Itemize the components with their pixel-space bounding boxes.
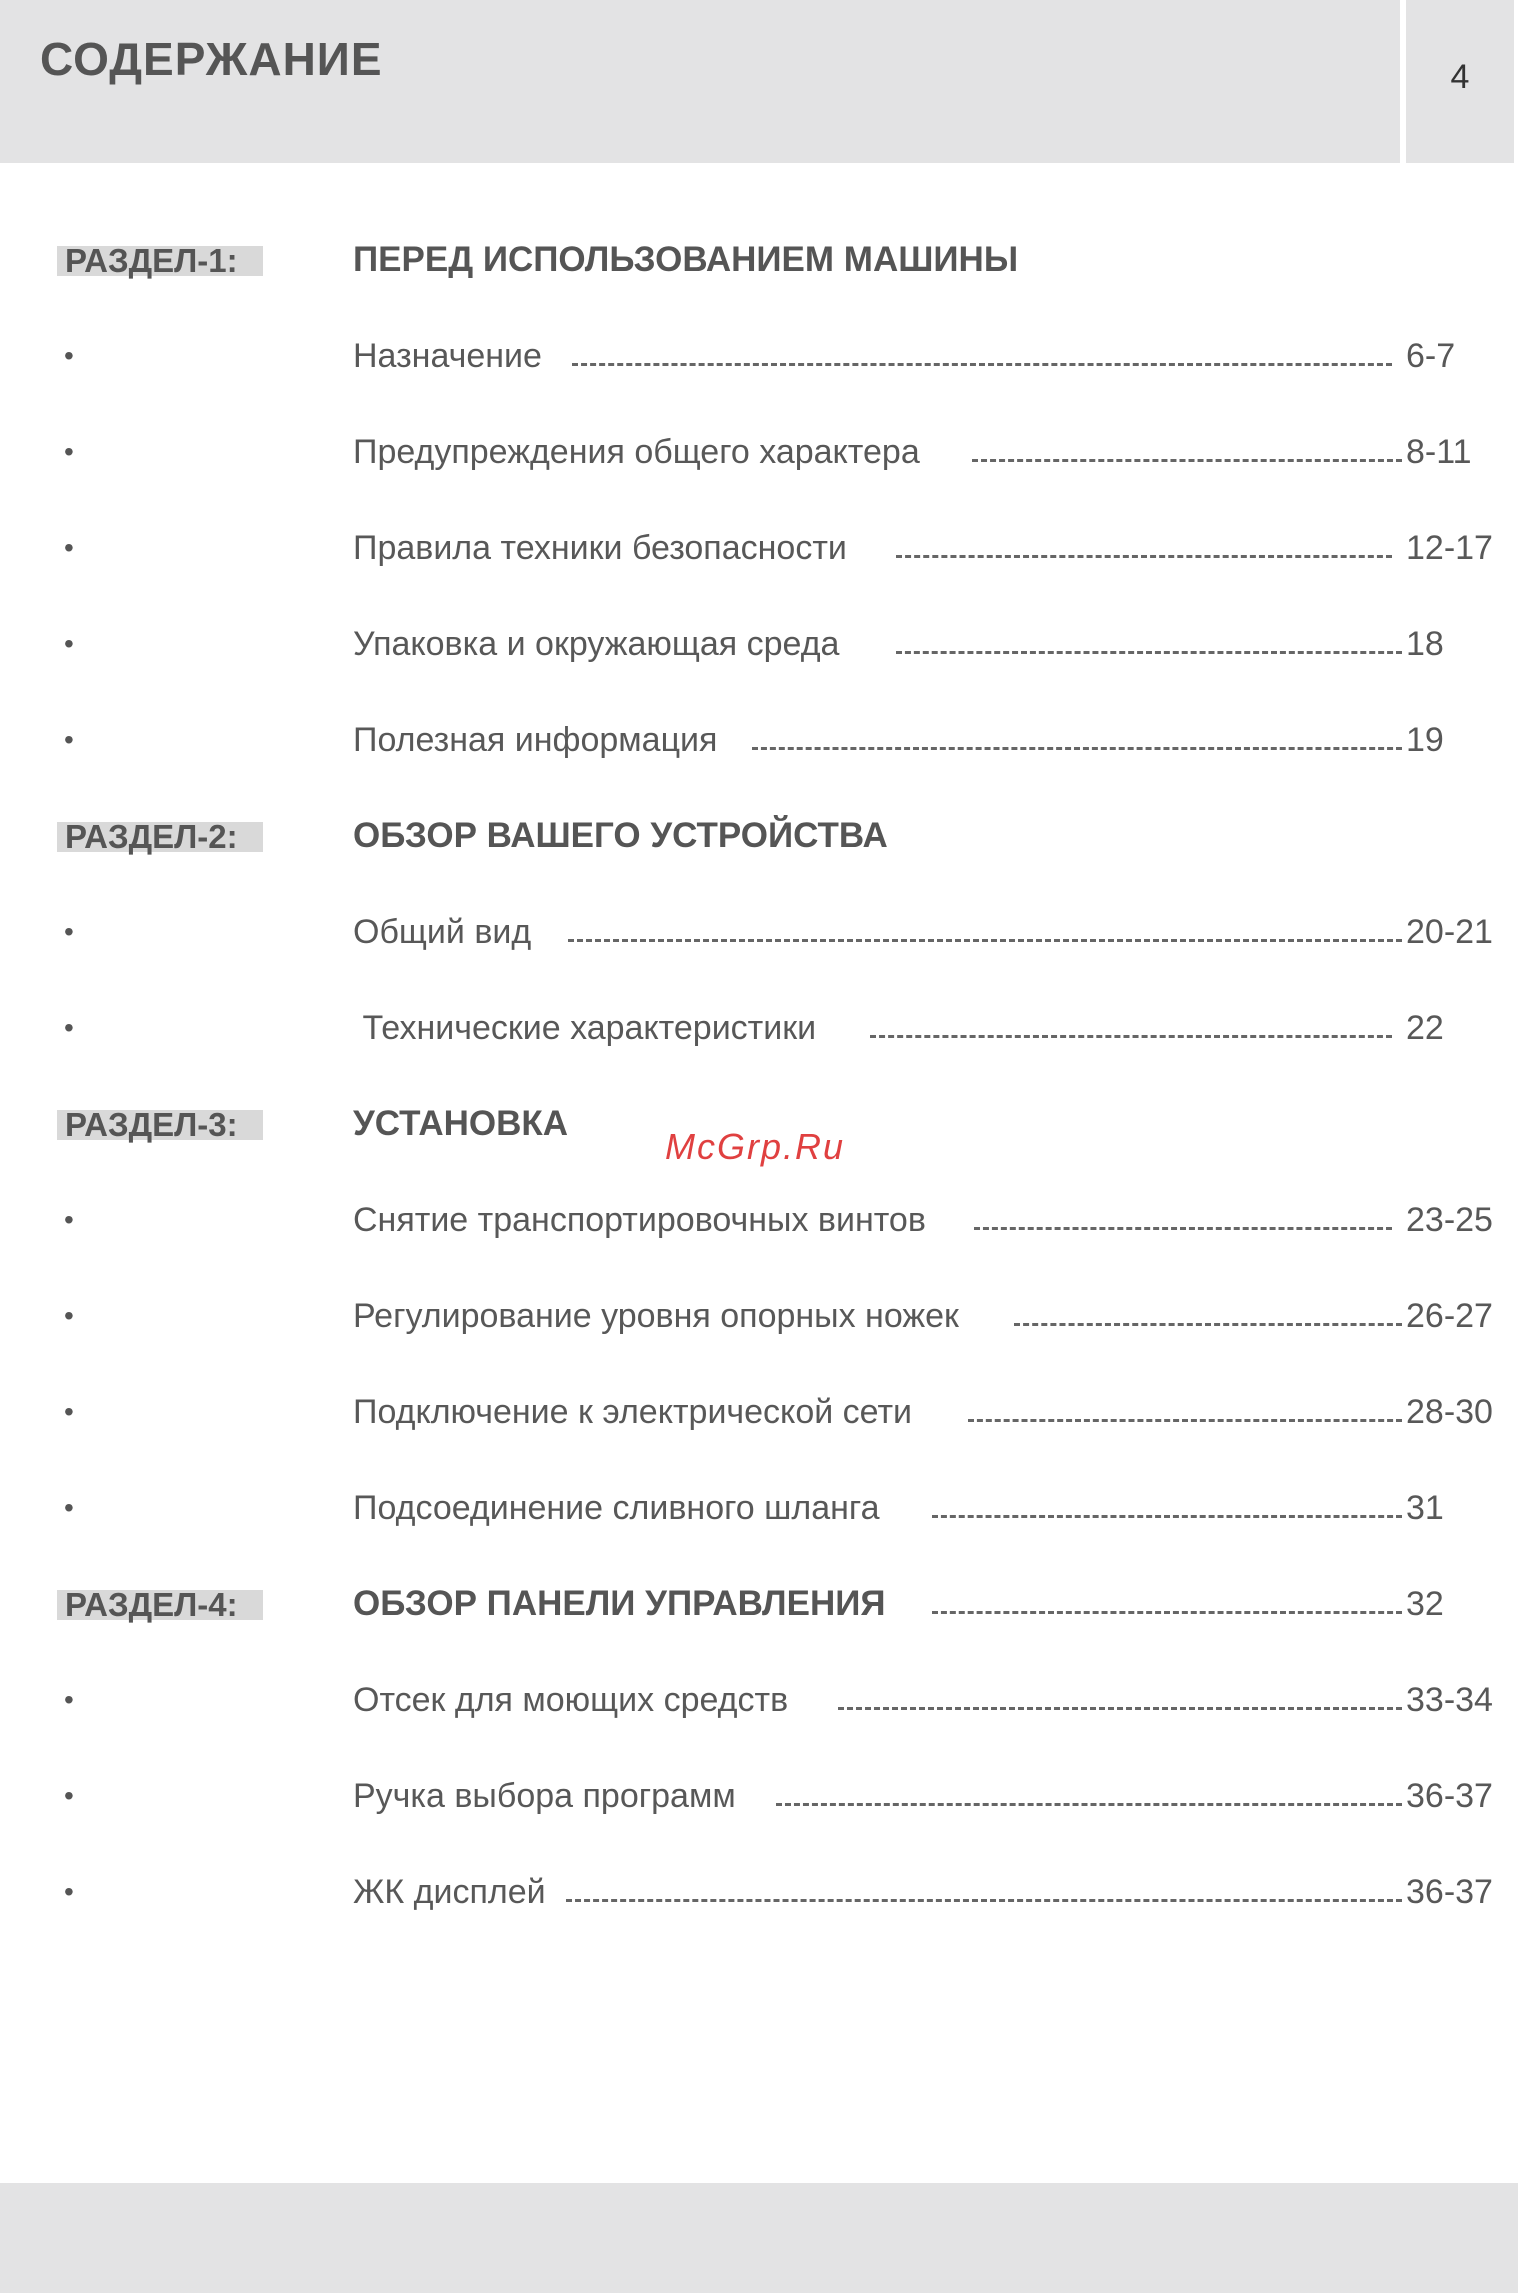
- dot-leader: [566, 1899, 1402, 1902]
- entry-page: 26-27: [1406, 1297, 1493, 1335]
- toc-entry[interactable]: [0, 622, 1518, 670]
- entry-title: Регулирование уровня опорных ножек: [353, 1297, 959, 1335]
- toc-entry[interactable]: [0, 1774, 1518, 1822]
- toc-entry[interactable]: [0, 910, 1518, 958]
- bullet: •: [64, 1012, 74, 1043]
- section-title: УСТАНОВКА: [353, 1104, 569, 1143]
- entry-page: 31: [1406, 1489, 1444, 1527]
- entry-title: Снятие транспортировочных винтов: [353, 1201, 926, 1239]
- bullet: •: [64, 724, 74, 755]
- bullet: •: [64, 340, 74, 371]
- toc-entry[interactable]: [0, 1390, 1518, 1438]
- entry-title: Подсоединение сливного шланга: [353, 1489, 880, 1527]
- toc-entry[interactable]: [0, 334, 1518, 382]
- bullet: •: [64, 916, 74, 947]
- footer-band: [0, 2183, 1518, 2293]
- entry-title: Предупреждения общего характера: [353, 433, 920, 471]
- entry-title: Общий вид: [353, 913, 532, 951]
- toc-entry[interactable]: [0, 1198, 1518, 1246]
- entry-title: Назначение: [353, 337, 542, 375]
- toc-entry[interactable]: [0, 1870, 1518, 1918]
- entry-page: 33-34: [1406, 1681, 1493, 1719]
- dot-leader: [568, 939, 1402, 942]
- toc-entry[interactable]: [0, 1486, 1518, 1534]
- dot-leader: [896, 651, 1402, 654]
- entry-title: Полезная информация: [353, 721, 718, 759]
- section-label: РАЗДЕЛ-3:: [57, 1110, 263, 1140]
- page-title: СОДЕРЖАНИЕ: [40, 33, 383, 85]
- dot-leader: [972, 459, 1402, 462]
- entry-title: Ручка выбора программ: [353, 1777, 736, 1815]
- entry-title: ЖК дисплей: [353, 1873, 546, 1911]
- bullet: •: [64, 436, 74, 467]
- toc-entry[interactable]: [0, 1294, 1518, 1342]
- toc-entry[interactable]: [0, 1006, 1518, 1054]
- entry-title: Упаковка и окружающая среда: [353, 625, 840, 663]
- dot-leader: [1014, 1323, 1402, 1326]
- dot-leader: [974, 1227, 1392, 1230]
- bullet: •: [64, 1396, 74, 1427]
- bullet: •: [64, 1204, 74, 1235]
- section-title: ПЕРЕД ИСПОЛЬЗОВАНИЕМ МАШИНЫ: [353, 240, 1019, 279]
- section-label: РАЗДЕЛ-1:: [57, 246, 263, 276]
- dot-leader: [932, 1515, 1402, 1518]
- bullet: •: [64, 1780, 74, 1811]
- toc-entry[interactable]: [0, 430, 1518, 478]
- toc-entry[interactable]: [0, 526, 1518, 574]
- dot-leader: [896, 555, 1392, 558]
- bullet: •: [64, 1684, 74, 1715]
- entry-page: 12-17: [1406, 529, 1493, 567]
- section-label: РАЗДЕЛ-2:: [57, 822, 263, 852]
- section-header: [0, 238, 1518, 286]
- entry-page: 23-25: [1406, 1201, 1493, 1239]
- watermark: McGrp.Ru: [665, 1126, 846, 1167]
- entry-page: 36-37: [1406, 1777, 1493, 1815]
- entry-title: Подключение к электрической сети: [353, 1393, 913, 1431]
- dot-leader: [870, 1035, 1392, 1038]
- section-title: ОБЗОР ПАНЕЛИ УПРАВЛЕНИЯ: [353, 1584, 886, 1623]
- entry-page: 6-7: [1406, 337, 1456, 375]
- toc-entry[interactable]: [0, 718, 1518, 766]
- section-header: [0, 1582, 1518, 1630]
- entry-title: Правила техники безопасности: [353, 529, 847, 567]
- entry-page: 28-30: [1406, 1393, 1493, 1431]
- entry-page: 36-37: [1406, 1873, 1493, 1911]
- toc-entry[interactable]: [0, 1678, 1518, 1726]
- entry-title: Отсек для моющих средств: [353, 1681, 789, 1719]
- section-title: ОБЗОР ВАШЕГО УСТРОЙСТВА: [353, 816, 888, 855]
- section-page: 32: [1406, 1585, 1444, 1623]
- section-label: РАЗДЕЛ-4:: [57, 1590, 263, 1620]
- bullet: •: [64, 1876, 74, 1907]
- dot-leader: [932, 1611, 1402, 1614]
- entry-page: 8-11: [1406, 433, 1472, 471]
- dot-leader: [968, 1419, 1402, 1422]
- entry-page: 18: [1406, 625, 1444, 663]
- bullet: •: [64, 1492, 74, 1523]
- bullet: •: [64, 532, 74, 563]
- dot-leader: [776, 1803, 1402, 1806]
- dot-leader: [838, 1707, 1402, 1710]
- bullet: •: [64, 628, 74, 659]
- entry-page: 22: [1406, 1009, 1444, 1047]
- bullet: •: [64, 1300, 74, 1331]
- dot-leader: [752, 747, 1402, 750]
- entry-page: 20-21: [1406, 913, 1493, 951]
- entry-page: 19: [1406, 721, 1444, 759]
- section-header: [0, 814, 1518, 862]
- page-number: 4: [1450, 58, 1470, 96]
- dot-leader: [572, 363, 1392, 366]
- entry-title: Технические характеристики: [353, 1009, 817, 1047]
